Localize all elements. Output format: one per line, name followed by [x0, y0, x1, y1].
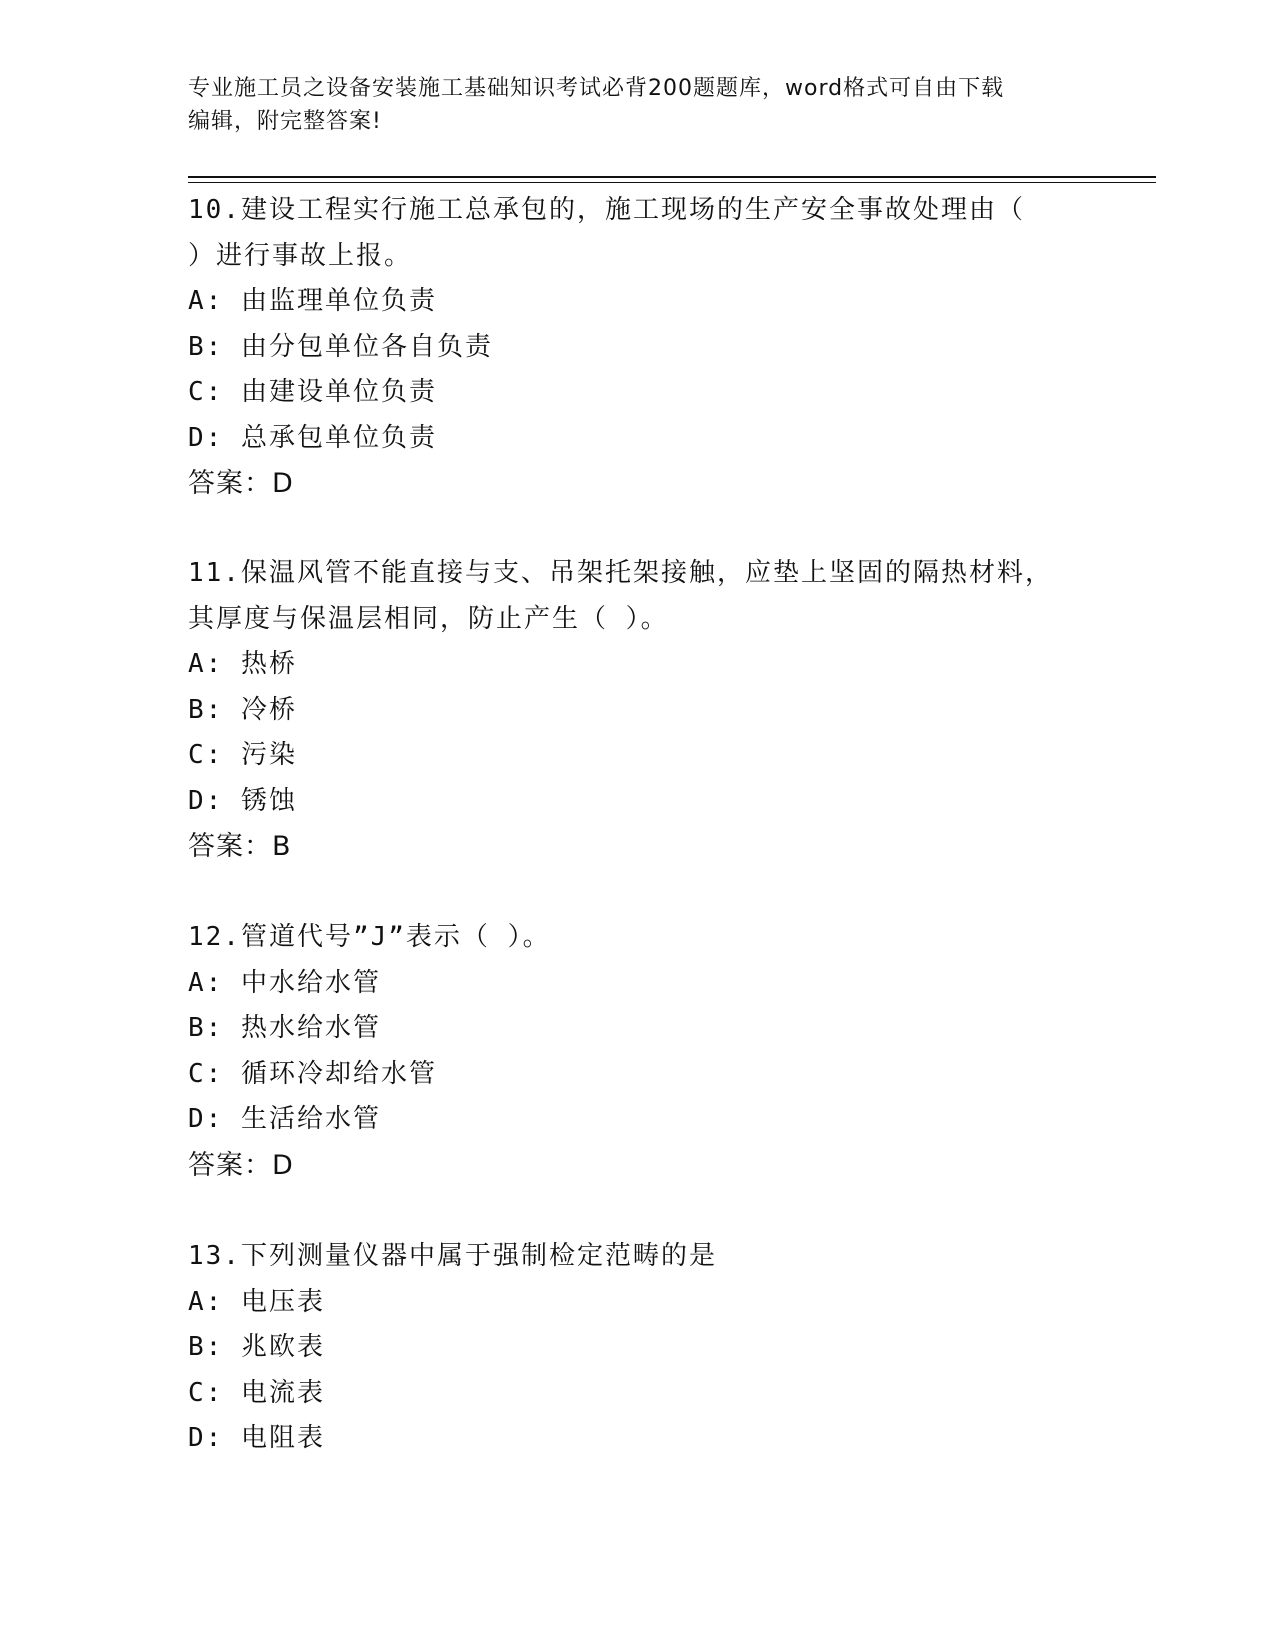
option-d: D: 电阻表 — [188, 1423, 325, 1453]
option-a: A: 热桥 — [188, 649, 297, 679]
header-line-1: 专业施工员之设备安装施工基础知识考试必背200题题库，word格式可自由下载 — [188, 76, 1005, 101]
option-a: A: 由监理单位负责 — [188, 286, 437, 316]
option-d: D: 锈蚀 — [188, 785, 297, 816]
header-divider-thick — [188, 176, 1156, 178]
question-stem-line: ）进行事故上报。 — [188, 240, 413, 271]
option-d: D: 生活给水管 — [188, 1104, 381, 1134]
option-c: C: 由建设单位负责 — [188, 377, 437, 407]
answer-label: 答案：B — [188, 831, 292, 862]
option-b: B: 冷桥 — [188, 694, 297, 725]
option-c: C: 循环冷却给水管 — [188, 1058, 437, 1089]
option-b: B: 兆欧表 — [188, 1332, 325, 1362]
question-stem-line: 10.建设工程实行施工总承包的，施工现场的生产安全事故处理由（ — [188, 195, 1025, 225]
header-line-2: 编辑，附完整答案! — [188, 109, 382, 134]
question-10 — [188, 188, 1088, 507]
answer-label: 答案：D — [188, 468, 294, 499]
option-a: A: 电压表 — [188, 1286, 325, 1317]
option-c: C: 电流表 — [188, 1377, 325, 1408]
question-12 — [188, 915, 1088, 1188]
option-b: B: 由分包单位各自负责 — [188, 331, 493, 362]
question-stem-line: 11.保温风管不能直接与支、吊架托架接触，应垫上坚固的隔热材料， — [188, 558, 1053, 588]
option-a: A: 中水给水管 — [188, 967, 381, 998]
option-c: C: 污染 — [188, 740, 297, 770]
question-stem-line: 13.下列测量仪器中属于强制检定范畴的是 — [188, 1241, 717, 1271]
question-stem-line: 12.管道代号”J”表示（ ）。 — [188, 922, 551, 952]
option-b: B: 热水给水管 — [188, 1013, 381, 1043]
option-d: D: 总承包单位负责 — [188, 422, 437, 453]
question-11 — [188, 551, 1088, 870]
question-stem-line: 其厚度与保温层相同，防止产生（ ）。 — [188, 603, 669, 634]
header-divider-thin — [188, 182, 1156, 183]
answer-label: 答案：D — [188, 1149, 294, 1181]
document-header — [188, 72, 1088, 138]
question-13 — [188, 1234, 1088, 1462]
